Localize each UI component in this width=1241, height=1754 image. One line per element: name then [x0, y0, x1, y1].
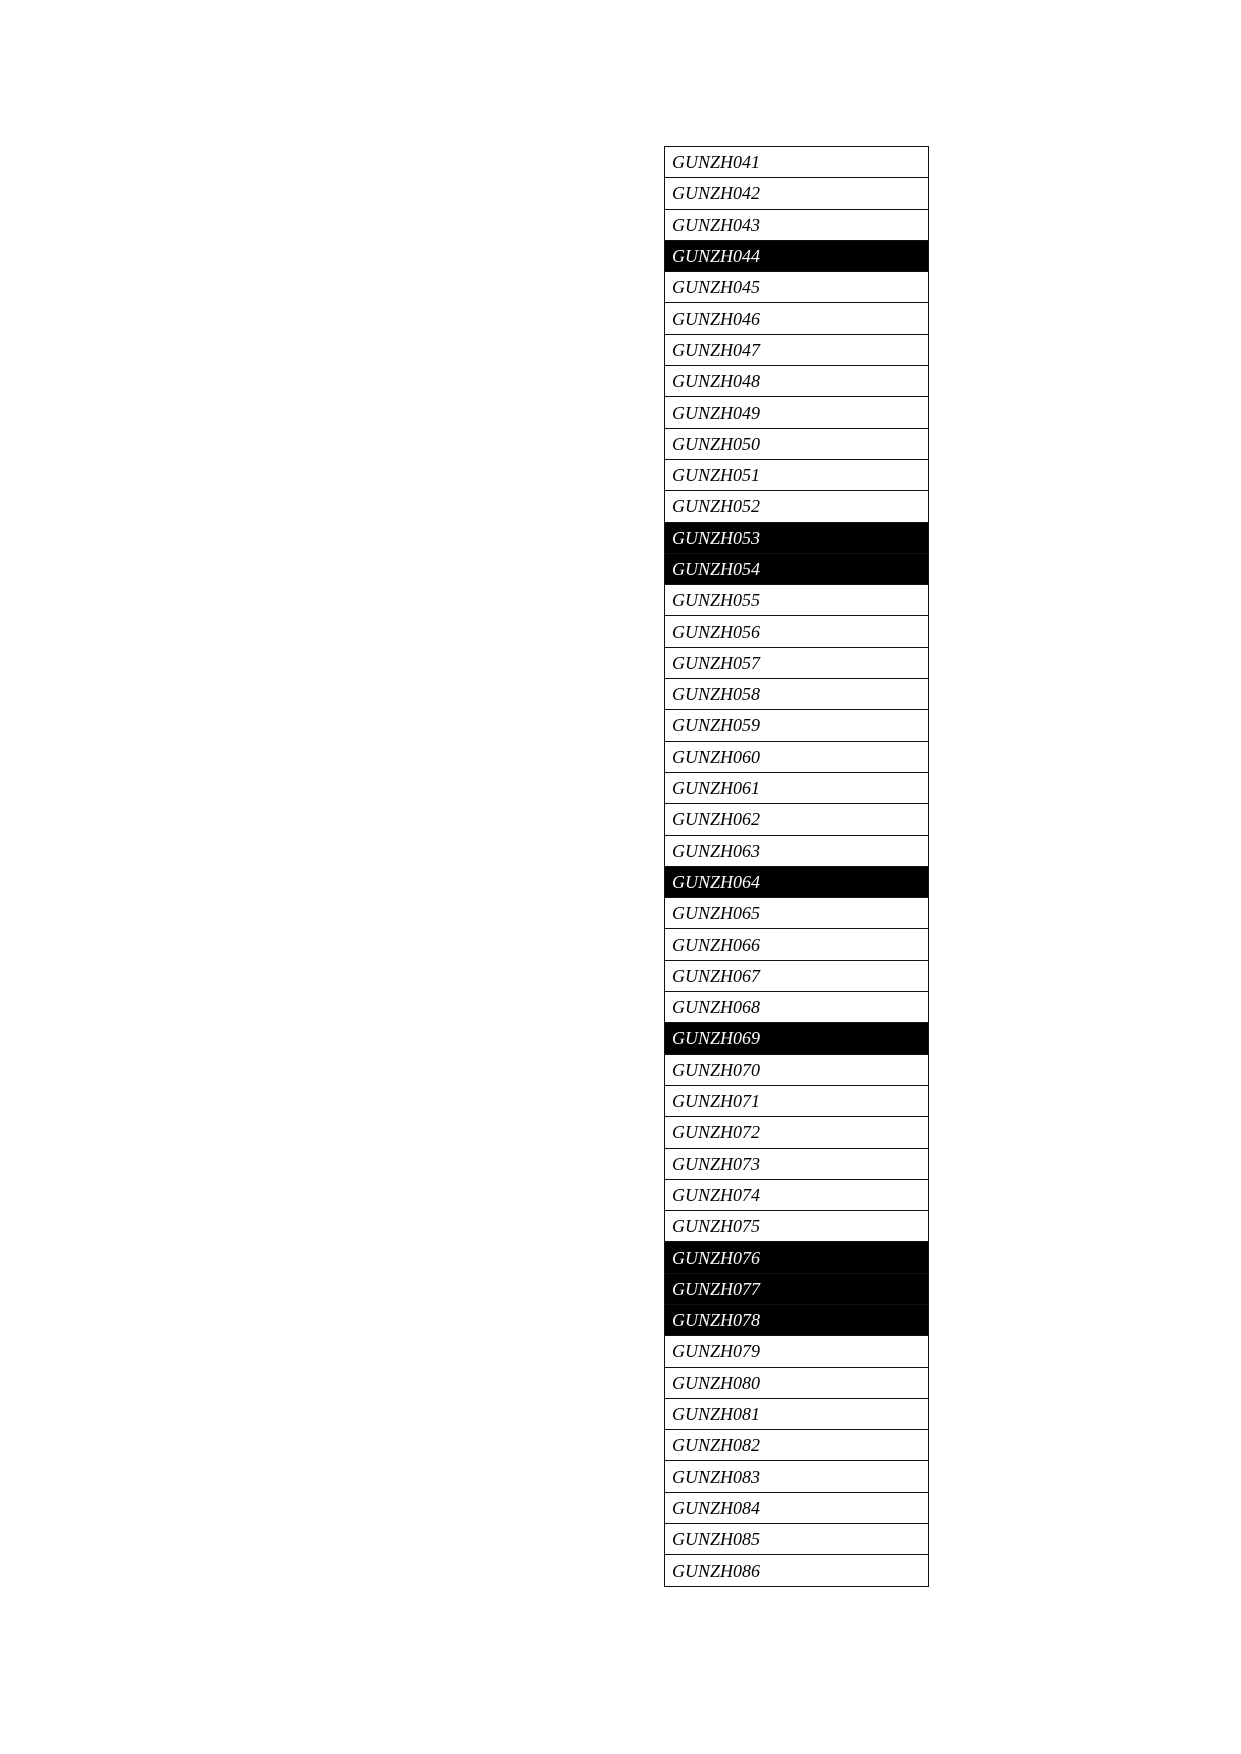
highlighted-code-cell: GUNZH077: [665, 1273, 929, 1304]
code-cell: GUNZH068: [665, 992, 929, 1023]
table-row: [665, 1304, 929, 1335]
table-row: [665, 178, 929, 209]
table-row: [665, 366, 929, 397]
highlighted-code-cell: GUNZH076: [665, 1242, 929, 1273]
code-cell: GUNZH060: [665, 741, 929, 772]
highlighted-code-cell: GUNZH069: [665, 1023, 929, 1054]
code-cell: GUNZH079: [665, 1336, 929, 1367]
table-row: [665, 679, 929, 710]
table-row: [665, 1242, 929, 1273]
table-row: [665, 772, 929, 803]
table-row: [665, 741, 929, 772]
table-row: [665, 491, 929, 522]
table-row: [665, 1273, 929, 1304]
code-cell: GUNZH055: [665, 585, 929, 616]
code-cell: GUNZH043: [665, 209, 929, 240]
code-cell: GUNZH074: [665, 1179, 929, 1210]
table-row: [665, 710, 929, 741]
code-cell: GUNZH070: [665, 1054, 929, 1085]
code-cell: GUNZH084: [665, 1492, 929, 1523]
table-row: [665, 1367, 929, 1398]
table-row: [665, 1555, 929, 1586]
code-cell: GUNZH086: [665, 1555, 929, 1586]
table-row: [665, 1492, 929, 1523]
table-row: [665, 303, 929, 334]
table-row: [665, 1085, 929, 1116]
table-row: [665, 1211, 929, 1242]
table-row: [665, 1336, 929, 1367]
code-cell: GUNZH065: [665, 898, 929, 929]
table-row: [665, 397, 929, 428]
table-row: [665, 616, 929, 647]
table-row: [665, 147, 929, 178]
code-cell: GUNZH067: [665, 960, 929, 991]
table-row: [665, 209, 929, 240]
table-row: [665, 428, 929, 459]
code-cell: GUNZH048: [665, 366, 929, 397]
code-cell: GUNZH071: [665, 1085, 929, 1116]
code-cell: GUNZH075: [665, 1211, 929, 1242]
code-cell: GUNZH045: [665, 272, 929, 303]
code-cell: GUNZH085: [665, 1524, 929, 1555]
code-cell: GUNZH082: [665, 1430, 929, 1461]
table-row: [665, 522, 929, 553]
code-cell: GUNZH066: [665, 929, 929, 960]
code-cell: GUNZH062: [665, 804, 929, 835]
highlighted-code-cell: GUNZH064: [665, 866, 929, 897]
table-row: [665, 553, 929, 584]
table-row: [665, 1117, 929, 1148]
table-row: [665, 929, 929, 960]
table-row: [665, 459, 929, 490]
highlighted-code-cell: GUNZH054: [665, 553, 929, 584]
table-row: [665, 1179, 929, 1210]
code-cell: GUNZH042: [665, 178, 929, 209]
table-row: [665, 1054, 929, 1085]
code-cell: GUNZH041: [665, 147, 929, 178]
table-row: [665, 898, 929, 929]
code-cell: GUNZH058: [665, 679, 929, 710]
table-row: [665, 1148, 929, 1179]
table-row: [665, 1023, 929, 1054]
table-row: [665, 240, 929, 271]
code-cell: GUNZH081: [665, 1398, 929, 1429]
highlighted-code-cell: GUNZH044: [665, 240, 929, 271]
table-row: [665, 272, 929, 303]
table-row: [665, 804, 929, 835]
code-cell: GUNZH073: [665, 1148, 929, 1179]
code-cell: GUNZH061: [665, 772, 929, 803]
code-table: [664, 146, 929, 1587]
code-cell: GUNZH051: [665, 459, 929, 490]
code-cell: GUNZH050: [665, 428, 929, 459]
code-cell: GUNZH059: [665, 710, 929, 741]
highlighted-code-cell: GUNZH078: [665, 1304, 929, 1335]
table-row: [665, 585, 929, 616]
table-row: [665, 866, 929, 897]
table-row: [665, 835, 929, 866]
code-cell: GUNZH046: [665, 303, 929, 334]
table-row: [665, 1461, 929, 1492]
table-row: [665, 647, 929, 678]
code-table-body: [665, 147, 929, 1587]
code-cell: GUNZH047: [665, 334, 929, 365]
code-cell: GUNZH072: [665, 1117, 929, 1148]
table-row: [665, 992, 929, 1023]
code-cell: GUNZH049: [665, 397, 929, 428]
code-cell: GUNZH063: [665, 835, 929, 866]
code-cell: GUNZH052: [665, 491, 929, 522]
table-row: [665, 1398, 929, 1429]
table-row: [665, 960, 929, 991]
code-cell: GUNZH056: [665, 616, 929, 647]
code-cell: GUNZH057: [665, 647, 929, 678]
table-row: [665, 1430, 929, 1461]
code-cell: GUNZH080: [665, 1367, 929, 1398]
table-row: [665, 334, 929, 365]
table-row: [665, 1524, 929, 1555]
code-cell: GUNZH083: [665, 1461, 929, 1492]
highlighted-code-cell: GUNZH053: [665, 522, 929, 553]
